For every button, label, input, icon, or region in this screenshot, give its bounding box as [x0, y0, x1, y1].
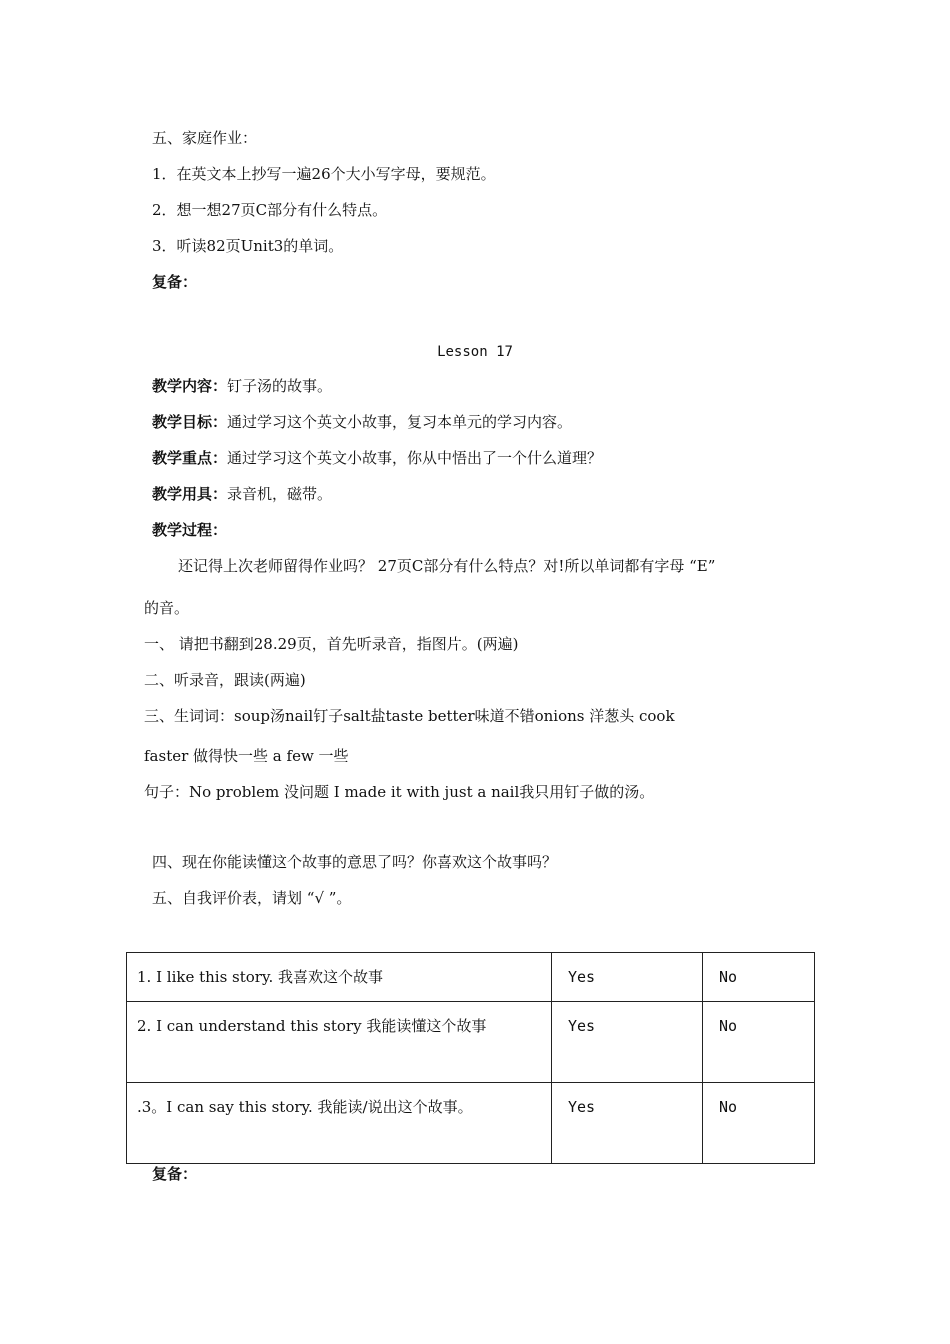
lesson-review-label: 复备：: [152, 1165, 198, 1183]
table-row: [127, 1002, 815, 1083]
yes-cell: Yes: [552, 1002, 703, 1083]
focus-text: 通过学习这个英文小故事，你从中悟出了一个什么道理？: [227, 449, 603, 467]
tools-row: [152, 484, 332, 504]
homework-heading: 五、家庭作业：: [152, 129, 258, 147]
step-4: 四、现在你能读懂这个故事的意思了吗？你喜欢这个故事吗？: [152, 853, 558, 871]
no-cell: No: [703, 953, 815, 1002]
step-3-line-1: 三、生词词：soup汤nail钉子salt盐taste better味道不错onions 洋葱头 cook: [144, 707, 675, 725]
lesson-title: Lesson 17: [437, 344, 513, 360]
homework-item-1: 1．在英文本上抄写一遍26个大小写字母，要规范。: [152, 165, 496, 183]
content-row: [152, 376, 332, 396]
table-row: [127, 1083, 815, 1164]
tools-label: 教学用具：: [152, 485, 228, 503]
step-5: 五、自我评价表，请划 “√ ”。: [152, 889, 352, 907]
intro-line-2: 的音。: [144, 599, 190, 617]
step-1: 一、 请把书翻到28.29页，首先听录音，指图片。(两遍): [144, 635, 519, 653]
yes-cell: Yes: [552, 1083, 703, 1164]
focus-label: 教学重点：: [152, 449, 228, 467]
yes-cell: Yes: [552, 953, 703, 1002]
focus-row: [152, 448, 602, 468]
content-text: 钉子汤的故事。: [227, 377, 333, 395]
statement-cell: .3。I can say this story. 我能读/说出这个故事。: [127, 1083, 552, 1164]
homework-item-2: 2．想一想27页C部分有什么特点。: [152, 201, 388, 219]
intro-line-1: 还记得上次老师留得作业吗？ 27页C部分有什么特点？对!所以单词都有字母 “E”: [178, 557, 716, 575]
process-label: 教学过程：: [152, 521, 228, 539]
step-3-line-2: faster 做得快一些 a few 一些: [144, 747, 349, 765]
goal-label: 教学目标：: [152, 413, 228, 431]
no-cell: No: [703, 1083, 815, 1164]
statement-cell: 1. I like this story. 我喜欢这个故事: [127, 953, 552, 1002]
content-label: 教学内容：: [152, 377, 228, 395]
step-2: 二、听录音，跟读(两遍): [144, 671, 306, 689]
sentence-line: 句子：No problem 没问题 I made it with just a nail我只用钉子做的汤。: [144, 783, 655, 801]
homework-item-3: 3．听读82页Unit3的单词。: [152, 237, 344, 255]
self-evaluation-table: [126, 952, 815, 1164]
tools-text: 录音机，磁带。: [227, 485, 333, 503]
goal-text: 通过学习这个英文小故事，复习本单元的学习内容。: [227, 413, 573, 431]
goal-row: [152, 412, 572, 432]
homework-review-label: 复备：: [152, 273, 198, 291]
statement-cell: 2. I can understand this story 我能读懂这个故事: [127, 1002, 552, 1083]
no-cell: No: [703, 1002, 815, 1083]
table-row: [127, 953, 815, 1002]
